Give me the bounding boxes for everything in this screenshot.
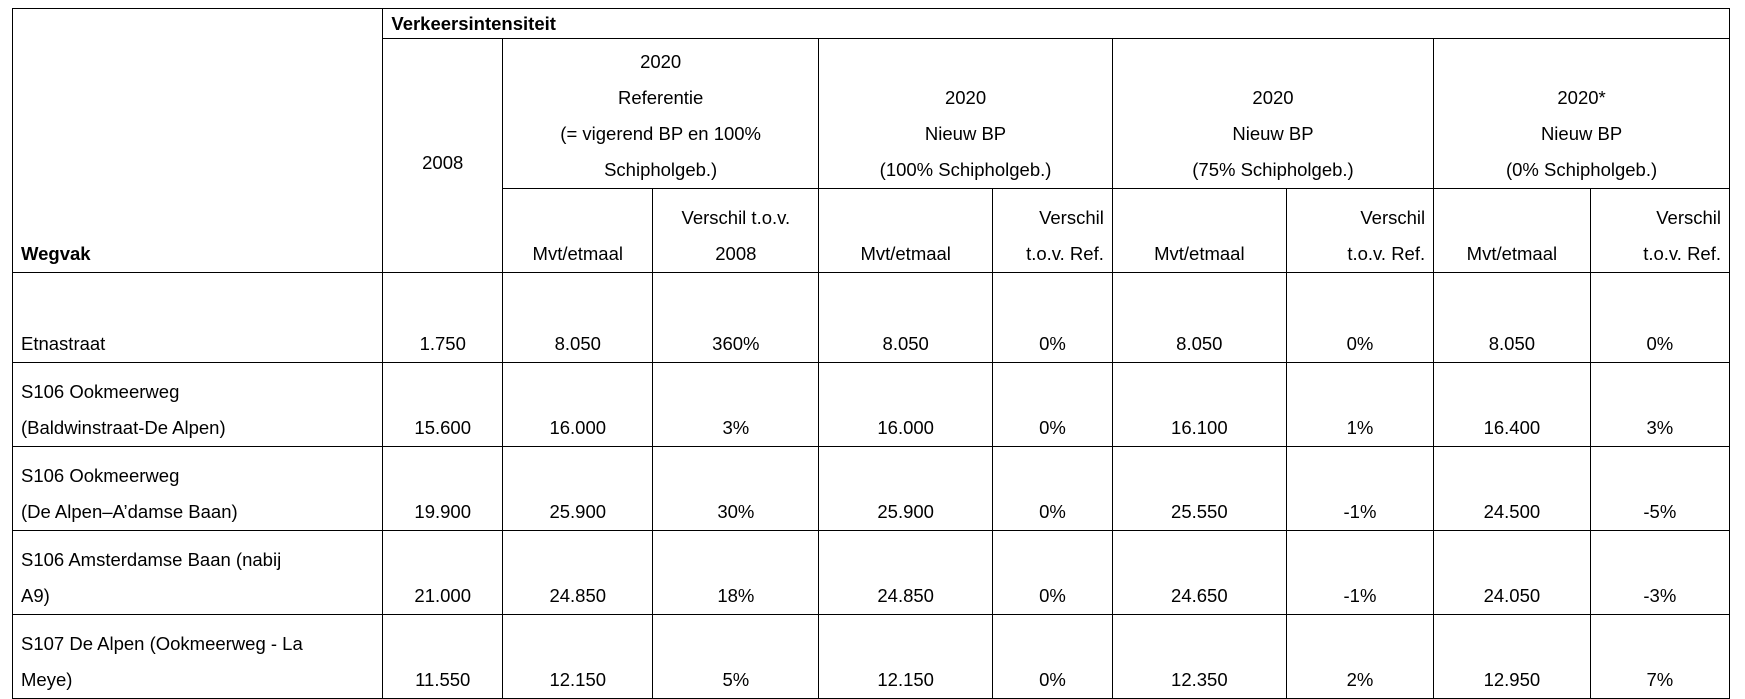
table-row — [13, 363, 1730, 447]
bp100-mvt-header: Mvt/etmaal — [819, 189, 993, 273]
scenario-header-ref: 2020 Referentie (= vigerend BP en 100% Schipholgeb.) — [503, 39, 819, 189]
value-bp75-diff: 0% — [1286, 273, 1433, 363]
value-bp75-diff: 1% — [1286, 363, 1433, 447]
value-bp100-diff: 0% — [993, 273, 1113, 363]
value-2008: 19.900 — [383, 447, 503, 531]
table-row — [13, 531, 1730, 615]
table-row — [13, 447, 1730, 531]
value-bp75: 25.550 — [1112, 447, 1286, 531]
bp75-mvt-header: Mvt/etmaal — [1112, 189, 1286, 273]
value-bp100-diff: 0% — [993, 363, 1113, 447]
wegvak-cell: S106 Amsterdamse Baan (nabij A9) — [13, 531, 383, 615]
value-bp0: 12.950 — [1434, 615, 1591, 699]
scenario-header-bp100: 2020 Nieuw BP (100% Schipholgeb.) — [819, 39, 1113, 189]
value-2008: 15.600 — [383, 363, 503, 447]
bp100-diff-header: Verschil t.o.v. Ref. — [993, 189, 1113, 273]
scenario-header-bp0: 2020* Nieuw BP (0% Schipholgeb.) — [1434, 39, 1730, 189]
value-bp75-diff: -1% — [1286, 447, 1433, 531]
value-ref: 24.850 — [503, 531, 653, 615]
bp0-diff-header: Verschil t.o.v. Ref. — [1590, 189, 1729, 273]
value-ref: 16.000 — [503, 363, 653, 447]
value-ref-diff: 18% — [653, 531, 819, 615]
row-label-header: Wegvak — [13, 9, 383, 273]
base-year-header: 2008 — [383, 39, 503, 273]
value-2008: 21.000 — [383, 531, 503, 615]
traffic-intensity-table — [12, 8, 1730, 699]
value-ref-diff: 360% — [653, 273, 819, 363]
value-bp0-diff: 0% — [1590, 273, 1729, 363]
value-bp0: 24.050 — [1434, 531, 1591, 615]
bp0-mvt-header: Mvt/etmaal — [1434, 189, 1591, 273]
value-2008: 11.550 — [383, 615, 503, 699]
value-ref-diff: 30% — [653, 447, 819, 531]
ref-mvt-header: Mvt/etmaal — [503, 189, 653, 273]
table-row — [13, 615, 1730, 699]
value-ref: 12.150 — [503, 615, 653, 699]
value-bp75: 8.050 — [1112, 273, 1286, 363]
ref-diff-header: Verschil t.o.v. 2008 — [653, 189, 819, 273]
value-bp100: 16.000 — [819, 363, 993, 447]
table-row — [13, 273, 1730, 363]
value-bp100-diff: 0% — [993, 447, 1113, 531]
table-title: Verkeersintensiteit — [383, 9, 1730, 39]
scenario-header-bp75: 2020 Nieuw BP (75% Schipholgeb.) — [1112, 39, 1433, 189]
value-bp100-diff: 0% — [993, 615, 1113, 699]
value-bp0: 16.400 — [1434, 363, 1591, 447]
value-2008: 1.750 — [383, 273, 503, 363]
value-bp75-diff: 2% — [1286, 615, 1433, 699]
wegvak-cell: Etnastraat — [13, 273, 383, 363]
value-bp75: 12.350 — [1112, 615, 1286, 699]
value-ref: 8.050 — [503, 273, 653, 363]
value-ref: 25.900 — [503, 447, 653, 531]
value-bp0-diff: -3% — [1590, 531, 1729, 615]
value-bp0: 24.500 — [1434, 447, 1591, 531]
bp75-diff-header: Verschil t.o.v. Ref. — [1286, 189, 1433, 273]
value-ref-diff: 3% — [653, 363, 819, 447]
wegvak-cell: S106 Ookmeerweg (De Alpen–A’damse Baan) — [13, 447, 383, 531]
value-ref-diff: 5% — [653, 615, 819, 699]
wegvak-cell: S107 De Alpen (Ookmeerweg - La Meye) — [13, 615, 383, 699]
value-bp100: 12.150 — [819, 615, 993, 699]
value-bp0-diff: 3% — [1590, 363, 1729, 447]
value-bp0-diff: -5% — [1590, 447, 1729, 531]
value-bp75-diff: -1% — [1286, 531, 1433, 615]
value-bp75: 16.100 — [1112, 363, 1286, 447]
value-bp100: 8.050 — [819, 273, 993, 363]
value-bp100-diff: 0% — [993, 531, 1113, 615]
value-bp0: 8.050 — [1434, 273, 1591, 363]
wegvak-cell: S106 Ookmeerweg (Baldwinstraat-De Alpen) — [13, 363, 383, 447]
value-bp0-diff: 7% — [1590, 615, 1729, 699]
value-bp75: 24.650 — [1112, 531, 1286, 615]
value-bp100: 25.900 — [819, 447, 993, 531]
value-bp100: 24.850 — [819, 531, 993, 615]
